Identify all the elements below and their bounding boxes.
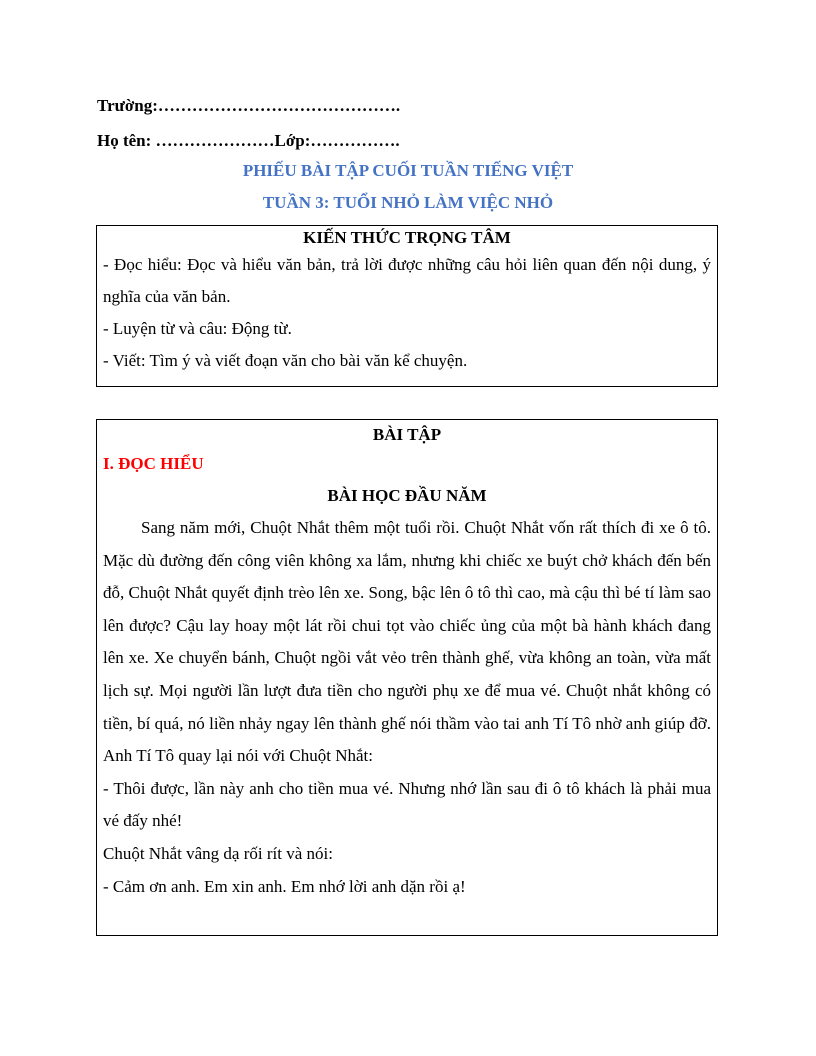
story-title: BÀI HỌC ĐẦU NĂM xyxy=(327,486,487,505)
story-paragraph: - Thôi được, lần này anh cho tiền mua vé. Nhưng nhớ lần sau đi ô tô khách là phải mua vé đấy nhé! xyxy=(103,778,711,831)
story-paragraph: Chuột Nhắt vâng dạ rối rít và nói: xyxy=(103,843,333,863)
reading-section-label: I. ĐỌC HIỂU xyxy=(103,454,204,473)
exercise-heading: BÀI TẬP xyxy=(372,425,442,444)
key-knowledge-list xyxy=(97,249,717,377)
knowledge-item-reading: - Đọc hiểu: Đọc và hiểu văn bản, trả lời được những câu hỏi liên quan đến nội dung, ý nghĩa của văn bản. xyxy=(103,255,711,306)
key-knowledge-box xyxy=(96,225,718,387)
exercise-box xyxy=(96,419,718,936)
worksheet-title: PHIẾU BÀI TẬP CUỐI TUẦN TIẾNG VIỆT xyxy=(242,161,574,180)
key-knowledge-heading: KIẾN THỨC TRỌNG TÂM xyxy=(303,228,511,247)
knowledge-item-writing: - Viết: Tìm ý và viết đoạn văn cho bài văn kể chuyện. xyxy=(103,351,468,370)
story-paragraph: - Cảm ơn anh. Em xin anh. Em nhớ lời anh dặn rồi ạ! xyxy=(103,876,466,896)
week-title: TUẦN 3: TUỔI NHỎ LÀM VIỆC NHỎ xyxy=(262,193,554,212)
school-line: Trường:……………………………………. xyxy=(97,96,401,115)
story-text xyxy=(97,512,717,903)
knowledge-item-vocabulary: - Luyện từ và câu: Động từ. xyxy=(103,319,292,338)
student-name-class-line: Họ tên: …………………Lớp:……………. xyxy=(97,131,400,150)
story-paragraph: Sang năm mới, Chuột Nhắt thêm một tuổi rồi. Chuột Nhắt vốn rất thích đi xe ô tô. Mặc dù đường đến công viên không xa lắm, nhưng khi chiếc xe buýt chở khách đến bến đỗ, Chuột Nhắt quyết định trèo lên xe. Song, bậc lên ô tô thì cao, mà cậu thì bé tí làm sao lên được? Cậu lay hoay một lát rồi chui tọt vào chiếc ủng của một bà hành khách đang lên xe. Xe chuyển bánh, Chuột ngồi vắt vẻo trên thành ghế, vừa không an toàn, vừa mất lịch sự. Mọi người lần lượt đưa tiền cho người phụ xe để mua vé. Chuột nhắt không có tiền, bí quá, nó liền nhảy ngay lên thành ghế nói thầm vào tai anh Tí Tô nhờ anh giúp đỡ. Anh Tí Tô quay lại nói với Chuột Nhắt: xyxy=(103,518,711,766)
